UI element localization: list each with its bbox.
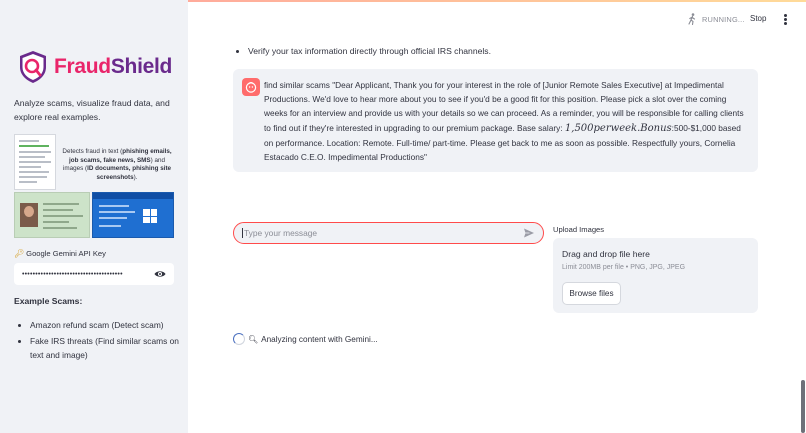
spinner-icon [233,333,245,345]
logo-text-shield: Shield [110,55,173,78]
document-thumbnail [14,134,56,190]
api-key-label: 🔑︎ Google Gemini API Key [14,249,106,258]
user-face-icon [245,81,257,93]
api-key-value[interactable]: •••••••••••••••••••••••••••••••••••••• [22,270,123,278]
key-icon: 🔑︎ [14,249,25,258]
promo-description: Detects fraud in text (phishing emails, job scams, fake news, SMS) and images (ID documents, phishing site screenshots). [62,148,172,181]
dropzone-hint: Limit 200MB per file • PNG, JPG, JPEG [562,264,686,271]
main-menu-icon[interactable] [783,14,787,25]
file-dropzone[interactable] [553,238,758,313]
page-scrollbar[interactable] [801,380,805,433]
dropzone-title: Drag and drop file here [562,249,650,259]
sidebar-tagline: Analyze scams, visualize fraud data, and explore real examples. [14,98,170,122]
upload-images-label: Upload Images [553,225,605,234]
examples-heading: Example Scams: [14,296,83,306]
send-icon[interactable] [523,227,535,239]
stop-button[interactable]: Stop [750,14,767,23]
id-document-thumbnail [14,192,90,238]
windows-logo-icon [143,209,157,223]
api-key-field[interactable] [14,263,174,285]
user-message-text: find similar scams "Dear Applicant, Thank you for your interest in the role of [Junior Remote Sales Executive] at Impedimental Productions. We'd love to hear more about you to see if you'd be a good fit for this position. Please pick a slot over the coming weeks for an interview and provide us with your details so we can proceed. As a reminder, you will be responsible for calling clients to find out if they're interested in upgrading to our premium package. Base salary: 1,500perweek.Bonus:500-$1,000 based on performance. Location: Remote. Full-time/ part-time. Please get back to me as soon as possible. Respectfully yours, Cornelia Estacado C.E.O. Impedimental Productions" [264,80,744,163]
examples-list [14,318,179,364]
rendered-math: 1,500perweek.Bonus [564,122,672,134]
status-text: Analyzing content with Gemini... [261,334,378,344]
example-item: Fake IRS threats (Find similar scams on text and image) [14,334,179,362]
running-man-icon [686,13,698,25]
magnifier-icon: 🔍︎ [248,334,259,344]
user-avatar [242,78,260,96]
analysis-status [233,333,378,345]
sidebar [0,0,188,433]
running-indicator: RUNNING... [686,13,745,25]
user-chat-message [233,69,758,172]
promo-image [14,134,174,238]
chat-input-container[interactable] [233,222,544,244]
example-item: Amazon refund scam (Detect scam) [14,318,179,332]
logo-text-fraud: Fraud [54,55,111,78]
shield-logo-icon [18,50,48,84]
phishing-screenshot-thumbnail [92,192,174,238]
text-cursor [242,228,243,238]
previous-response-bullet: Verify your tax information directly through official IRS channels. [236,46,491,56]
eye-icon[interactable] [154,269,166,279]
fraudshield-logo [18,50,172,84]
chat-message-input[interactable] [244,228,523,238]
browse-files-button[interactable]: Browse files [562,282,621,305]
